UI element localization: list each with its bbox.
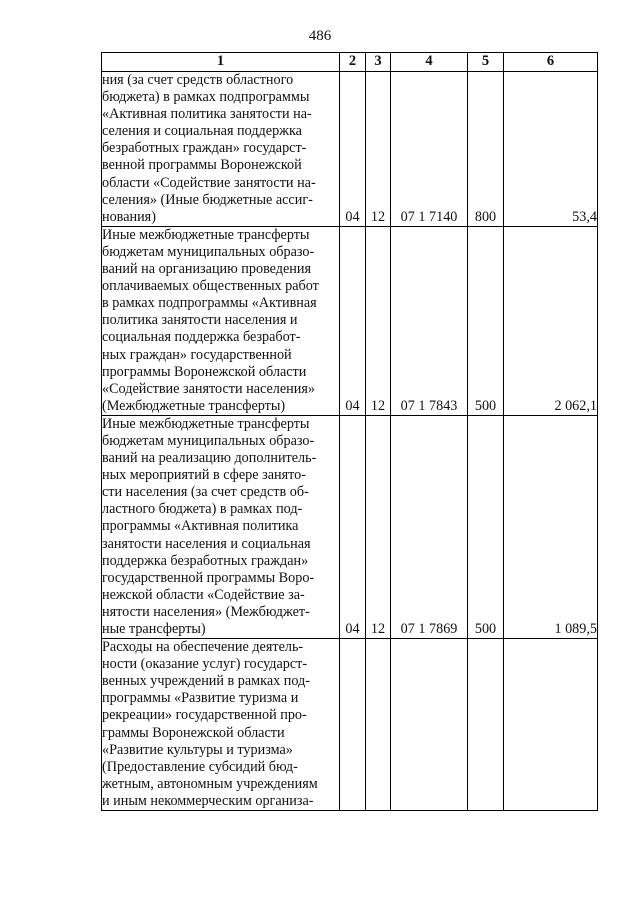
description-line: (Межбюджетные трансферты)	[102, 397, 286, 414]
subsection-code	[366, 639, 391, 811]
description-line: венных учреждений в рамках под-	[102, 673, 310, 690]
description-line: Иные межбюджетные трансферты	[102, 415, 310, 432]
description-line: и иным некоммерческим организа-	[102, 792, 314, 809]
target-article-code: 07 1 7140	[391, 72, 468, 227]
description-line: венной программы Воронежской	[102, 157, 302, 174]
header-col-3: 3	[366, 53, 391, 72]
description-line: нятости населения» (Межбюджет-	[102, 603, 310, 620]
row-description	[102, 415, 340, 638]
description-line: ных граждан» государственной	[102, 346, 292, 363]
description-line: (Предоставление субсидий бюд-	[102, 758, 298, 775]
expense-type-code: 500	[468, 415, 504, 638]
header-col-4: 4	[391, 53, 468, 72]
header-col-2: 2	[340, 53, 366, 72]
row-description	[102, 72, 340, 227]
description-line: ных мероприятий в сфере занято-	[102, 467, 306, 484]
description-line: в рамках подпрограммы «Активная	[102, 295, 317, 312]
page-number: 486	[308, 28, 332, 44]
description-line: ные трансферты)	[102, 621, 206, 637]
expense-type-code: 500	[468, 226, 504, 415]
description-line: граммы Воронежской области	[102, 724, 285, 741]
description-line: селения» (Иные бюджетные ассиг-	[102, 191, 313, 208]
amount-value	[504, 639, 598, 811]
target-article-code: 07 1 7869	[391, 415, 468, 638]
description-line: жетным, автономным учреждениям	[102, 775, 318, 792]
description-line: области «Содействие занятости на-	[102, 174, 316, 191]
description-line: программы «Активная политика	[102, 518, 299, 535]
description-line: безработных граждан» государст-	[102, 140, 307, 157]
description-line: бюджета) в рамках подпрограммы	[102, 89, 310, 106]
section-code	[340, 639, 366, 811]
description-line: ваний на реализацию дополнитель-	[102, 450, 317, 467]
description-line: государственной программы Воро-	[102, 569, 315, 586]
expense-type-code: 800	[468, 72, 504, 227]
description-line: «Развитие культуры и туризма»	[102, 741, 293, 758]
expense-type-code	[468, 639, 504, 811]
header-col-5: 5	[468, 53, 504, 72]
subsection-code: 12	[366, 72, 391, 227]
description-line: программы «Развитие туризма и	[102, 690, 299, 707]
description-line: рекреации» государственной про-	[102, 707, 307, 724]
amount-value: 53,4	[504, 72, 598, 227]
description-line: занятости населения и социальная	[102, 535, 311, 552]
description-line: политика занятости населения и	[102, 312, 298, 329]
description-line: бюджетам муниципальных образо-	[102, 243, 315, 260]
section-code: 04	[340, 72, 366, 227]
table-row	[102, 415, 598, 638]
section-code: 04	[340, 226, 366, 415]
description-line: «Активная политика занятости на-	[102, 106, 312, 123]
description-line: селения и социальная поддержка	[102, 123, 302, 140]
description-line: ваний на организацию проведения	[102, 261, 312, 278]
header-col-1: 1	[102, 53, 340, 72]
description-line: сти населения (за счет средств об-	[102, 484, 309, 501]
row-description	[102, 639, 340, 811]
section-code: 04	[340, 415, 366, 638]
subsection-code: 12	[366, 415, 391, 638]
description-line: бюджетам муниципальных образо-	[102, 432, 315, 449]
description-line: ния (за счет средств областного	[102, 72, 294, 88]
description-line: социальная поддержка безработ-	[102, 329, 301, 346]
description-line: ластного бюджета) в рамках под-	[102, 501, 303, 518]
description-line: нежской области «Содействие за-	[102, 586, 305, 603]
table-row	[102, 226, 598, 415]
target-article-code	[391, 639, 468, 811]
description-line: поддержка безработных граждан»	[102, 552, 309, 569]
description-line: «Содействие занятости населения»	[102, 380, 315, 397]
budget-table	[101, 52, 598, 811]
target-article-code: 07 1 7843	[391, 226, 468, 415]
table-row	[102, 639, 598, 811]
description-line: ности (оказание услуг) государст-	[102, 656, 308, 673]
header-col-6: 6	[504, 53, 598, 72]
row-description	[102, 226, 340, 415]
description-line: оплачиваемых общественных работ	[102, 278, 319, 295]
amount-value: 2 062,1	[504, 226, 598, 415]
description-line: нования)	[102, 208, 156, 225]
description-line: Расходы на обеспечение деятель-	[102, 639, 304, 656]
table-row	[102, 72, 598, 227]
subsection-code: 12	[366, 226, 391, 415]
description-line: программы Воронежской области	[102, 363, 307, 380]
description-line: Иные межбюджетные трансферты	[102, 226, 310, 243]
amount-value: 1 089,5	[504, 415, 598, 638]
table-body	[102, 72, 598, 811]
header-row	[102, 53, 598, 72]
